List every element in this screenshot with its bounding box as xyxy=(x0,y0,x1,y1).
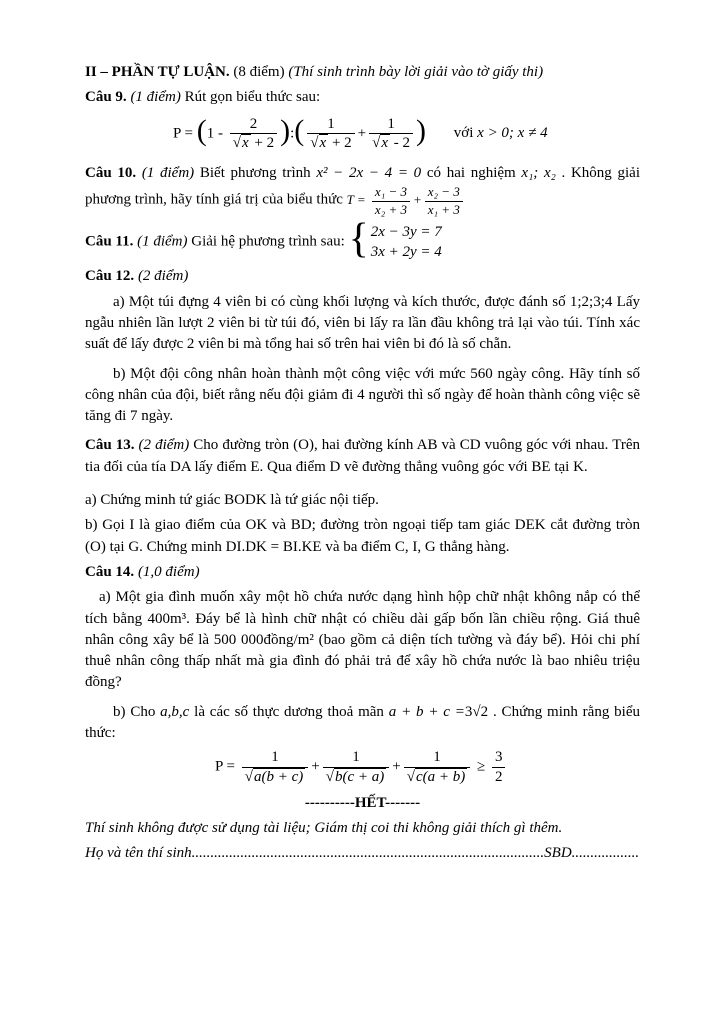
q11-paragraph xyxy=(85,216,640,263)
q14-condition-value: 3√2 xyxy=(464,703,489,720)
section-header xyxy=(85,62,640,83)
radical-icon: √ xyxy=(372,135,381,152)
radical-icon: √ xyxy=(406,769,415,786)
numerator: 1 xyxy=(307,115,354,135)
q9-fraction-2 xyxy=(307,115,354,154)
radicand: x xyxy=(381,135,389,152)
q13-intro-text: Cho đường tròn (O), hai đường kính AB và CD vuông góc với nhau. Trên tia đối của tía DA lấy điểm E. Qua điểm D vẽ đường thẳng vuông góc với BE tại K. xyxy=(85,437,640,475)
q14-fraction-4 xyxy=(492,748,506,787)
radicand: b(c + a) xyxy=(334,769,385,786)
denominator xyxy=(404,768,471,787)
denominator xyxy=(369,134,413,153)
q14-geq: ≥ xyxy=(473,759,489,776)
q13-part-b xyxy=(85,515,640,558)
radicand: a(b + c) xyxy=(253,769,304,786)
q13-intro xyxy=(85,435,640,478)
q11-equation-1: 2x − 3y = 7 xyxy=(370,223,442,240)
q14-variables: a,b,c xyxy=(160,703,190,720)
q14-part-b-text-1: b) Cho xyxy=(113,703,161,720)
q9-heading xyxy=(85,87,640,108)
q13-part-a-text: a) Chứng minh tứ giác BODK là tứ giác nội tiếp. xyxy=(85,492,379,509)
section-title: II – PHẦN TỰ LUẬN. xyxy=(85,64,230,80)
numerator: 3 xyxy=(492,748,506,768)
q14-label: Câu 14. xyxy=(85,563,135,580)
q13-part-a xyxy=(85,490,640,511)
q12-part-a-text: a) Một túi đựng 4 viên bi có cùng khối lượng và kích thước, được đánh số 1;2;3;4 Lấy ngẫu nhiên lần lượt 2 viên bi từ túi đó, viên bi lấy ra lần đầu không trả lại vào túi. Tính xác suất để lấy được 2 viên bi mà tổng hai số trên hai viên bi đó là số chẵn. xyxy=(85,293,640,353)
q11-equations xyxy=(371,222,442,263)
q10-text-3: . Không giải phương trình, hãy tính giá trị của biểu thức xyxy=(85,165,640,209)
numerator: 1 xyxy=(242,748,309,768)
radical-icon: √ xyxy=(244,769,253,786)
denominator: x₂ + 3 xyxy=(374,201,407,217)
q13-label: Câu 13. xyxy=(85,437,135,454)
denominator xyxy=(230,134,277,153)
numerator: 1 xyxy=(369,115,413,135)
candidate-name-line xyxy=(85,843,640,864)
q10-fraction-1 xyxy=(372,184,410,218)
q14-points: (1,0 điểm) xyxy=(134,563,200,580)
denominator-rest: + 2 xyxy=(250,135,275,152)
q10-label: Câu 10. xyxy=(85,165,137,182)
denominator: x₁ + 3 xyxy=(427,201,460,217)
q14-part-a-text: a) Một gia đình muốn xây một hồ chứa nước dạng hình hộp chữ nhật không nắp có thể tích bằng 400m³. Đáy bể là hình chữ nhật có chiều dài gấp bốn lần chiều rộng. Giá thuê nhân công xây bể là 500 000đồng/m² (bao gồm cả diện tích tường và đáy bể). Hỏi chi phí thuê nhân công thấp nhất mà gia đình đó phải trả để xây hồ chứa nước là bao nhiêu triệu đồng? xyxy=(85,589,640,691)
q10-text-2: có hai nghiệm xyxy=(421,165,522,182)
numerator: x₂ − 3 xyxy=(425,184,463,201)
q10-points: (1 điểm) xyxy=(136,165,200,182)
section-note: (Thí sinh trình bày lời giải vào tờ giấy thi) xyxy=(288,64,544,80)
q11-label: Câu 11. xyxy=(85,233,134,250)
q13-points: (2 điểm) xyxy=(134,437,194,454)
q10-equation: x² − 2x − 4 = 0 xyxy=(316,165,422,182)
q9-with: với xyxy=(450,125,478,142)
q14-condition: a + b + c = xyxy=(388,703,465,720)
footer-note-text: Thí sinh không được sử dụng tài liệu; Giám thị coi thi không giải thích gì thêm. xyxy=(85,820,563,837)
radicand: x xyxy=(319,135,327,152)
q11-equation-2: 3x + 2y = 4 xyxy=(370,244,442,261)
radicand: x xyxy=(241,135,249,152)
denominator xyxy=(242,768,309,787)
denominator xyxy=(323,768,390,787)
q14-plus-2: + xyxy=(392,759,401,776)
q9-fraction-1 xyxy=(230,115,277,154)
q9-formula-lhs: P = xyxy=(173,125,197,142)
q12-part-b xyxy=(85,364,640,428)
q10-fraction-2 xyxy=(425,184,463,218)
q10-text-1: Biết phương trình xyxy=(199,165,317,182)
denominator: 2 xyxy=(494,769,503,786)
q10-roots: x₁; x₂ xyxy=(521,165,556,182)
q9-plus: + xyxy=(357,125,367,142)
q10-paragraph xyxy=(85,163,640,218)
q9-colon: : xyxy=(290,125,295,142)
numerator: 2 xyxy=(230,115,277,135)
q12-heading xyxy=(85,266,640,287)
numerator: 1 xyxy=(404,748,471,768)
q9-cond-math: x > 0; x ≠ 4 xyxy=(477,125,548,142)
radical-icon: √ xyxy=(310,135,319,152)
q14-fraction-2 xyxy=(323,748,390,787)
q11-points: (1 điểm) xyxy=(133,233,192,250)
q9-label: Câu 9. xyxy=(85,89,127,106)
q12-label: Câu 12. xyxy=(85,268,135,285)
q11-text: Giải hệ phương trình sau: xyxy=(191,233,349,250)
q9-condition xyxy=(450,125,548,141)
denominator-rest: - 2 xyxy=(390,135,411,152)
q10-t-lhs: T = xyxy=(346,192,369,208)
radical-icon: √ xyxy=(232,135,241,152)
het-divider xyxy=(85,793,640,814)
q9-intro: Rút gọn biểu thức sau: xyxy=(184,89,321,106)
q14-heading xyxy=(85,562,640,583)
q14-part-a xyxy=(85,587,640,693)
q14-fraction-1 xyxy=(242,748,309,787)
q11-system: { 2x − 3y = 7 3x + 2y = 4 xyxy=(348,216,442,263)
q14-formula xyxy=(215,748,640,787)
q12-points: (2 điểm) xyxy=(134,268,189,285)
q9-formula: P = (1 - $\frac{2}{√x + 2}$ ):( $\frac{1}{√x + 2}$ + $\frac{1}{√x - 2}$ ) với x > 0; x ≠ 4 xyxy=(173,113,548,152)
q10-plus: + xyxy=(412,192,422,208)
q14-fraction-3 xyxy=(404,748,471,787)
het-text: ----------HẾT------- xyxy=(304,794,421,811)
denominator xyxy=(307,134,354,153)
section-points: (8 điểm) xyxy=(229,64,289,80)
numerator: 1 xyxy=(323,748,390,768)
dotted-line: .............................................................................................. xyxy=(191,845,545,862)
radicand: c(a + b) xyxy=(415,769,466,786)
radical-icon: √ xyxy=(325,769,334,786)
footer-note xyxy=(85,818,640,839)
q12-part-a xyxy=(85,292,640,356)
q9-one-minus: 1 - xyxy=(206,125,227,142)
q9-fraction-3 xyxy=(369,115,413,154)
candidate-name-label: Họ và tên thí sinh xyxy=(85,845,192,862)
sbd-label: SBD.................. xyxy=(544,845,640,862)
numerator: x₁ − 3 xyxy=(372,184,410,201)
q13-part-b-text: b) Gọi I là giao điểm của OK và BD; đường tròn ngoại tiếp tam giác DEK cắt đường tròn (O) tại G. Chứng minh DI.DK = BI.KE và ba điểm C, I, G thẳng hàng. xyxy=(85,517,640,555)
q12-part-b-text: b) Một đội công nhân hoàn thành một công việc với mức 560 ngày công. Hãy tính số công nhân của đội, biết rằng nếu đội giảm đi 4 người thì số ngày để hoàn thành công việc sẽ tăng đi 7 ngày. xyxy=(85,365,640,425)
q14-part-b-text-3: . Chứng minh rằng biểu thức: xyxy=(85,703,640,742)
q14-part-b xyxy=(85,702,640,745)
denominator-rest: + 2 xyxy=(328,135,352,152)
q10-t-formula xyxy=(346,184,466,217)
q14-formula-lhs: P = xyxy=(215,759,239,776)
q14-plus-1: + xyxy=(311,759,320,776)
q9-points: (1 điểm) xyxy=(126,89,185,106)
q14-part-b-text-2: là các số thực dương thoả mãn xyxy=(189,703,389,720)
